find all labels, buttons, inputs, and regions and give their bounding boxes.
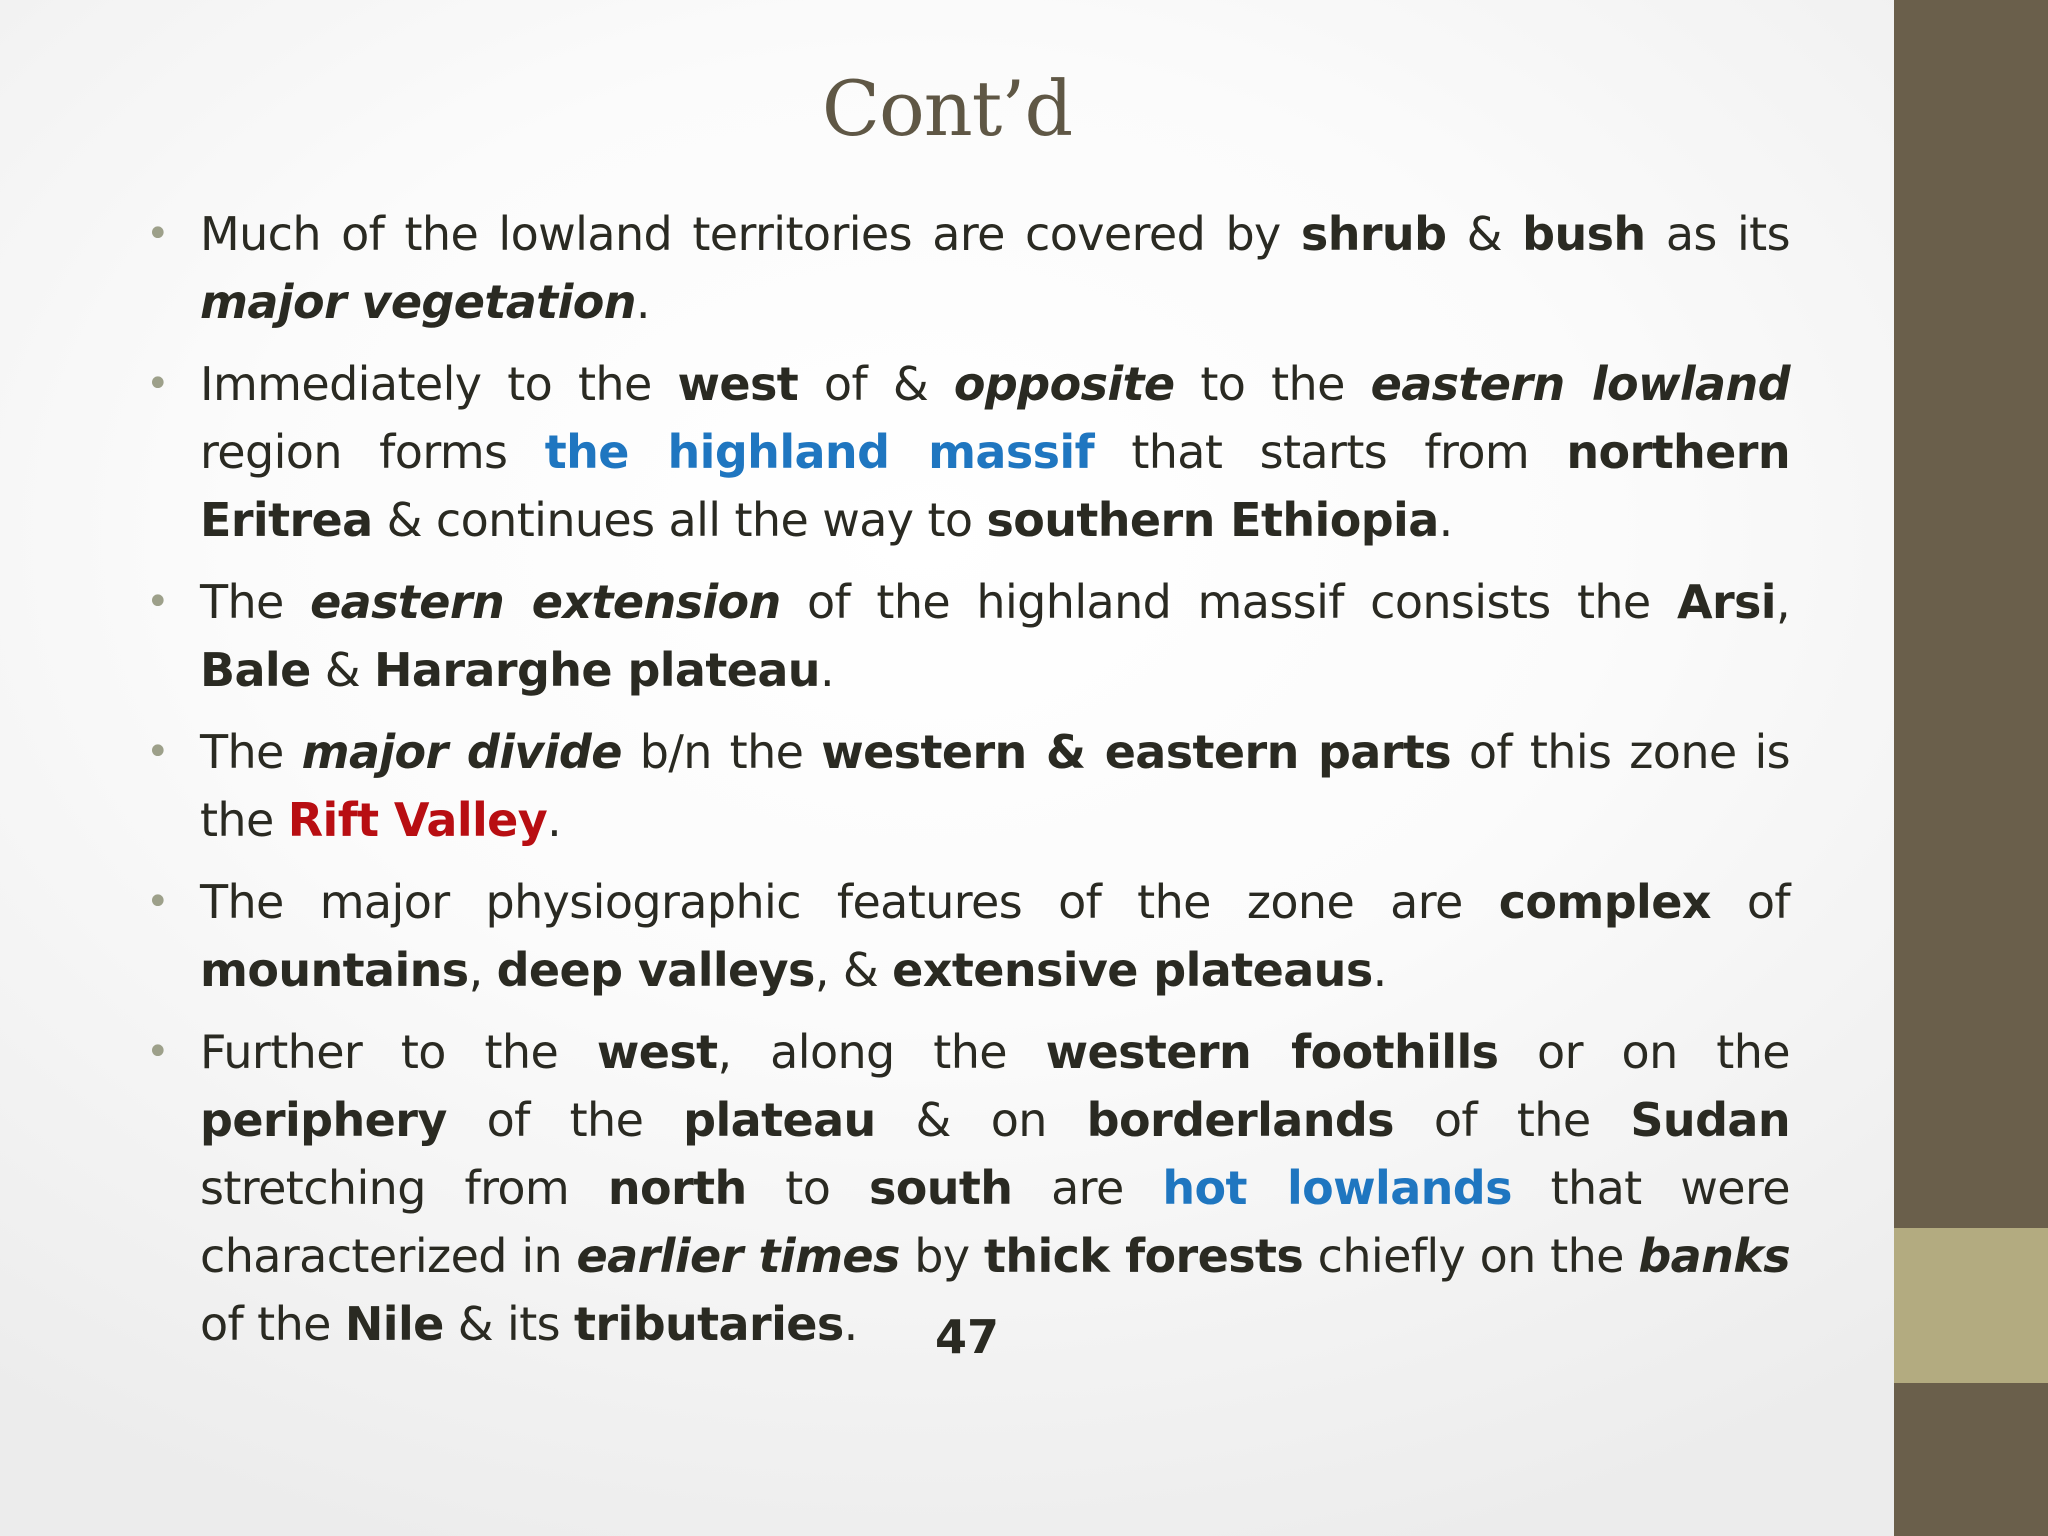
bold-text: extensive plateaus [892,943,1373,997]
bold-italic-text: banks [1638,1229,1791,1283]
bold-italic-text: major vegetation [200,275,636,329]
text-run: of the [446,1093,684,1147]
text-run: of the [200,1297,345,1351]
text-run: The [200,575,311,629]
bold-text: bush [1522,207,1646,261]
text-run: of the [1393,1093,1631,1147]
bold-text: complex [1498,875,1711,929]
text-run: . [819,643,834,697]
blue-highlight: the highland massif [544,425,1095,479]
text-run: , & [814,943,893,997]
text-run: & [310,643,374,697]
text-run: , [1775,575,1791,629]
bullet-text [200,207,1790,329]
bullet-dot-icon: • [146,1029,169,1075]
text-run: stretching from [200,1161,608,1215]
bold-text: Arsi [1676,575,1776,629]
bullet-dot-icon: • [146,579,169,625]
bold-text: northern Eritrea [200,425,1790,547]
bold-text: Sudan [1630,1093,1790,1147]
bold-text: Nile [344,1297,444,1351]
bold-italic-text: earlier times [576,1229,900,1283]
text-run: that were characterized in [200,1161,1791,1283]
slide-title: Cont’d [821,64,1073,153]
bold-text: shrub [1300,207,1447,261]
text-run: Immediately to the [200,357,678,411]
bold-italic-text: eastern lowland [1370,357,1790,411]
bullet-dot-icon: • [146,211,169,257]
bullet-dot-icon: • [146,361,169,407]
text-run: by [899,1229,984,1283]
bold-text: periphery [200,1093,447,1147]
text-run: . [843,1297,858,1351]
bold-text: mountains [200,943,469,997]
bold-text: west [596,1025,718,1079]
bold-text: western & eastern parts [821,725,1452,779]
text-run: & [1446,207,1523,261]
bullet-dot-icon: • [146,729,169,775]
text-run: of the highland massif consists the [780,575,1677,629]
text-run: to [746,1161,869,1215]
bullet-item [140,1018,1790,1358]
text-run: of [1710,875,1790,929]
bullet-list [140,200,1790,1372]
text-run: as its [1645,207,1790,261]
text-run: of this zone is the [200,725,1791,847]
text-run: or on the [1498,1025,1790,1079]
bullet-text [200,875,1790,997]
text-run: , [468,943,497,997]
blue-highlight: hot lowlands [1162,1161,1512,1215]
bullet-item [140,350,1790,554]
text-run: of & [798,357,954,411]
bullet-text [200,725,1790,847]
text-run: Further to the [200,1025,597,1079]
bold-text: southern Ethiopia [986,493,1439,547]
red-highlight: Rift Valley [287,793,548,847]
text-run: chiefly on the [1303,1229,1639,1283]
slide-sidebar-band [1894,0,2048,1536]
bullet-item [140,568,1790,704]
bold-text: north [607,1161,747,1215]
bullet-dot-icon: • [146,879,169,925]
bullet-item [140,868,1790,1004]
bullet-text [200,1025,1790,1351]
text-run: are [1012,1161,1163,1215]
text-run: region forms [200,425,545,479]
bullet-text [200,357,1790,547]
text-run: The [200,725,302,779]
text-run: The major physiographic features of the zone are [200,875,1499,929]
text-run: b/n the [621,725,822,779]
text-run: Much of the lowland territories are covered by [200,207,1301,261]
text-run: . [547,793,562,847]
bold-italic-text: eastern extension [310,575,781,629]
bold-text: western foothills [1045,1025,1499,1079]
bold-italic-text: major divide [301,725,622,779]
text-run: , along the [717,1025,1046,1079]
text-run: & on [875,1093,1087,1147]
bold-text: tributaries [574,1297,844,1351]
bold-text: thick forests [983,1229,1304,1283]
bold-text: Hararghe plateau [374,643,820,697]
page-number: 47 [934,1310,999,1364]
bold-text: deep valleys [496,943,815,997]
text-run: that starts from [1094,425,1567,479]
bullet-item [140,718,1790,854]
text-run: to the [1174,357,1371,411]
bullet-text [200,575,1790,697]
text-run: . [1438,493,1453,547]
text-run: & its [443,1297,575,1351]
bullet-item [140,200,1790,336]
bold-text: borderlands [1086,1093,1394,1147]
bold-text: plateau [683,1093,876,1147]
bold-text: west [677,357,799,411]
bold-italic-text: opposite [953,357,1175,411]
text-run: . [1372,943,1387,997]
bold-text: south [868,1161,1013,1215]
bold-text: Bale [200,643,311,697]
text-run: . [635,275,650,329]
text-run: & continues all the way to [372,493,987,547]
